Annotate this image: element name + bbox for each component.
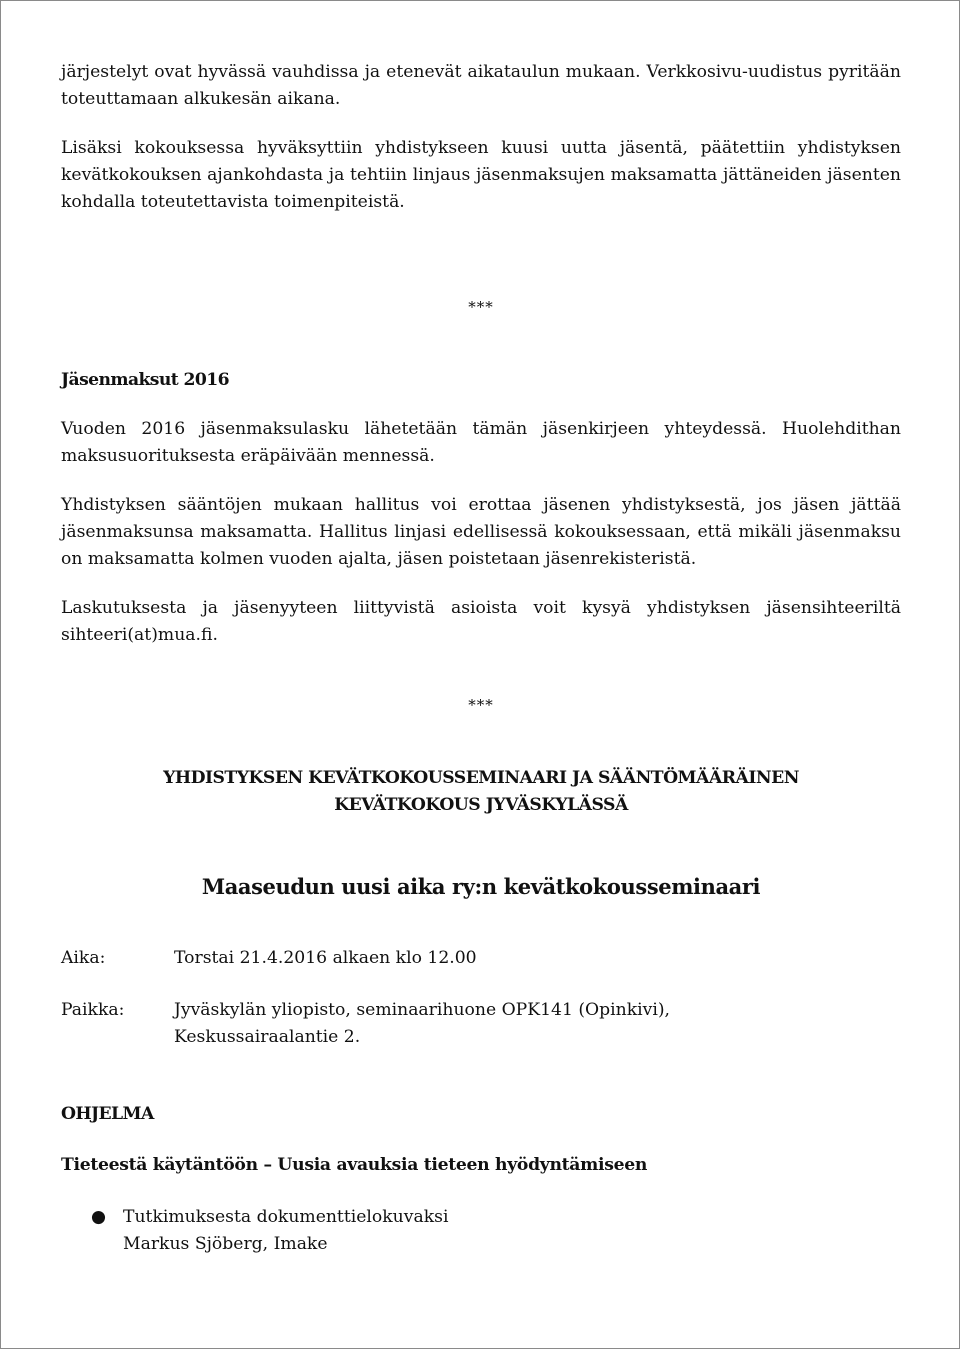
membership-paragraph-1: Vuoden 2016 jäsenmaksulasku lähetetään tämän jäsenkirjeen yhteydessä. Huolehdithan maksusuorituksesta eräpäivään mennessä. [61,419,901,466]
place-label: Paikka: [61,1000,125,1020]
event-subtitle: Maaseudun uusi aika ry:n kevätkokousseminaari [201,874,761,899]
program-item-speaker: Markus Sjöberg, Imake [123,1234,328,1254]
bullet-icon: ● [91,1207,106,1227]
place-line-2: Keskussairaalantie 2. [174,1027,361,1047]
page-content [61,59,901,1258]
membership-paragraph-3: Laskutuksesta ja jäsenyyteen liittyvistä asioista voit kysyä yhdistyksen jäsensihteeriltä sihteeri(at)mua.fi. [61,598,901,645]
program-item [61,1204,901,1258]
program-item-text [123,1204,448,1258]
event-title-line-1: YHDISTYKSEN KEVÄTKOKOUSSEMINAARI JA SÄÄNTÖMÄÄRÄINEN [163,768,799,788]
event-place-row [61,997,901,1051]
program-list [61,1204,901,1258]
section-separator-1: *** [468,298,494,316]
intro-paragraph-2: Lisäksi kokouksessa hyväksyttiin yhdistykseen kuusi uutta jäsentä, päätettiin yhdistyksen kevätkokouksen ajankohdasta ja tehtiin linjaus jäsenmaksujen maksamatta jättäneiden jäsenten kohdalla toteutettavista toimenpiteistä. [61,138,901,212]
time-value: Torstai 21.4.2016 alkaen klo 12.00 [174,948,477,968]
membership-heading: Jäsenmaksut 2016 [61,370,229,390]
event-title-line-2: KEVÄTKOKOUS JYVÄSKYLÄSSÄ [334,795,628,815]
program-section-title: Tieteestä käytäntöön – Uusia avauksia tieteen hyödyntämiseen [61,1155,648,1175]
event-time-row [61,945,901,972]
time-label: Aika: [61,948,106,968]
program-heading: OHJELMA [61,1104,154,1124]
place-line-1: Jyväskylän yliopisto, seminaarihuone OPK141 (Opinkivi), [174,1000,671,1020]
intro-paragraph-1: järjestelyt ovat hyvässä vauhdissa ja etenevät aikataulun mukaan. Verkkosivu-uudistus pyritään toteuttamaan alkukesän aikana. [61,62,901,109]
place-value [174,997,901,1051]
section-separator-2: *** [468,696,494,714]
program-item-title: Tutkimuksesta dokumenttielokuvaksi [123,1207,449,1227]
membership-paragraph-2: Yhdistyksen sääntöjen mukaan hallitus voi erottaa jäsenen yhdistyksestä, jos jäsen jättää jäsenmaksunsa maksamatta. Hallitus linjasi edellisessä kokouksessaan, että mikäli jäsenmaksu on maksamatta kolmen vuoden ajalta, jäsen poistetaan jäsenrekisteristä. [61,495,901,569]
